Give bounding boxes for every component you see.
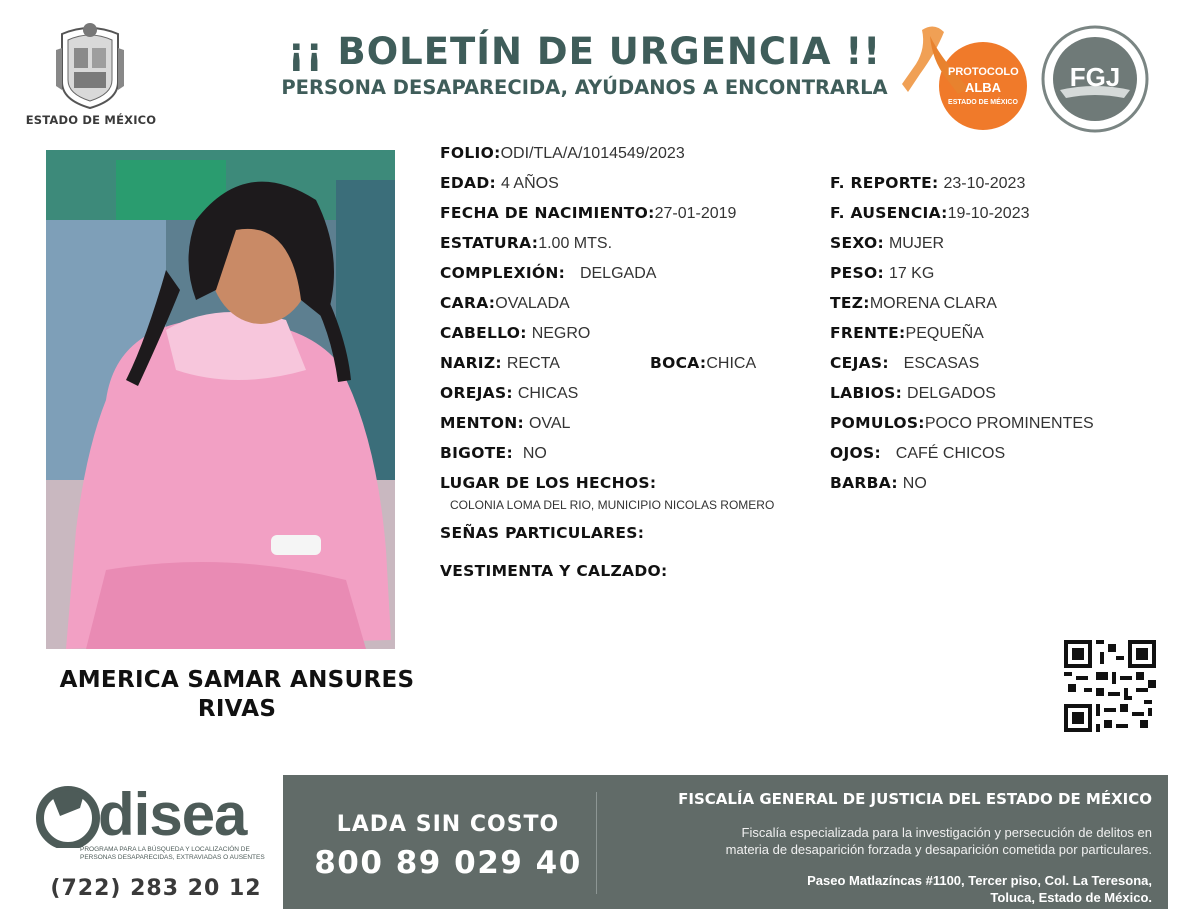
field-cara-value: OVALADA	[495, 295, 570, 312]
field-vestimenta	[440, 562, 667, 580]
field-lugar-hechos-label: LUGAR DE LOS HECHOS:	[440, 474, 657, 492]
field-tez-value: MORENA CLARA	[869, 295, 997, 312]
field-barba	[830, 474, 927, 493]
field-sexo	[830, 234, 944, 253]
bulletin-title: ¡¡ BOLETÍN DE URGENCIA !!	[287, 30, 882, 73]
field-ojos-label: OJOS:	[830, 444, 881, 462]
field-labios-value: DELGADOS	[907, 385, 996, 402]
odisea-phone[interactable]: (722) 283 20 12	[50, 876, 262, 901]
field-orejas	[440, 384, 578, 403]
field-boca	[650, 354, 756, 373]
field-orejas-value: CHICAS	[517, 385, 579, 402]
field-folio-label: FOLIO:	[440, 144, 501, 162]
field-peso	[830, 264, 934, 283]
odisea-description: PROGRAMA PARA LA BÚSQUEDA Y LOCALIZACIÓN DE PERSONAS DESAPARECIDAS, EXTRAVIADAS O AUSENTES	[80, 846, 265, 861]
fiscalia-description	[600, 824, 1152, 858]
field-edad	[440, 174, 559, 193]
field-edad-value: 4 AÑOS	[500, 175, 559, 192]
field-f-ausencia	[830, 204, 1030, 223]
field-fecha-nacimiento-label: FECHA DE NACIMIENTO:	[440, 204, 655, 222]
bulletin-subtitle: PERSONA DESAPARECIDA, AYÚDANOS A ENCONTRARLA	[281, 76, 888, 99]
fiscalia-address-line2: Toluca, Estado de México.	[990, 890, 1152, 905]
field-folio-value: ODI/TLA/A/1014549/2023	[500, 145, 685, 162]
field-complexion-value: DELGADA	[579, 265, 657, 282]
field-bigote-label: BIGOTE:	[440, 444, 513, 462]
lada-label: LADA SIN COSTO	[336, 812, 560, 837]
field-barba-value: NO	[902, 475, 927, 492]
field-estatura	[440, 234, 612, 253]
field-labios-label: LABIOS:	[830, 384, 903, 402]
fiscalia-description-line1: Fiscalía especializada para la investigación y persecución de delitos en	[741, 825, 1152, 840]
field-frente	[830, 324, 984, 343]
fiscalia-address	[600, 872, 1152, 906]
alba-label-alba: ALBA	[964, 80, 1002, 95]
field-menton-value: OVAL	[528, 415, 571, 432]
field-nariz-value: RECTA	[506, 355, 560, 372]
field-pomulos-label: POMULOS:	[830, 414, 925, 432]
missing-person-photo	[46, 150, 395, 649]
fiscalia-address-line1: Paseo Matlazíncas #1100, Tercer piso, Col. La Teresona,	[807, 873, 1152, 888]
field-ojos	[830, 444, 1005, 463]
field-menton	[440, 414, 570, 433]
field-peso-value: 17 KG	[888, 265, 935, 282]
field-f-reporte-value: 23-10-2023	[943, 175, 1026, 192]
field-tez	[830, 294, 997, 313]
field-complexion	[440, 264, 656, 283]
field-boca-value: CHICA	[706, 355, 757, 372]
field-orejas-label: OREJAS:	[440, 384, 513, 402]
field-bigote-value: NO	[522, 445, 547, 462]
alba-label-protocolo: PROTOCOLO	[948, 66, 1019, 78]
field-f-reporte	[830, 174, 1025, 193]
field-barba-label: BARBA:	[830, 474, 898, 492]
field-f-reporte-label: F. REPORTE:	[830, 174, 939, 192]
field-vestimenta-label: VESTIMENTA Y CALZADO:	[440, 562, 668, 580]
field-fecha-nacimiento-value: 27-01-2019	[654, 205, 737, 222]
field-bigote	[440, 444, 547, 463]
field-cabello-value: NEGRO	[531, 325, 591, 342]
fgj-logo-text: FGJ	[1069, 62, 1121, 92]
fgj-logo	[1040, 24, 1150, 134]
field-frente-label: FRENTE:	[830, 324, 906, 342]
field-cabello	[440, 324, 590, 343]
field-peso-label: PESO:	[830, 264, 884, 282]
field-sexo-label: SEXO:	[830, 234, 885, 252]
alba-label-state: ESTADO DE MÉXICO	[948, 99, 1018, 106]
fiscalia-description-line2: materia de desaparición forzada y desaparición cometida por particulares.	[725, 842, 1152, 857]
field-f-ausencia-label: F. AUSENCIA:	[830, 204, 948, 222]
field-f-ausencia-value: 19-10-2023	[947, 205, 1030, 222]
fiscalia-name: FISCALÍA GENERAL DE JUSTICIA DEL ESTADO DE MÉXICO	[678, 790, 1152, 808]
field-cejas	[830, 354, 979, 373]
field-estatura-value: 1.00 MTS.	[538, 235, 613, 252]
field-sexo-value: MUJER	[888, 235, 945, 252]
qr-code[interactable]	[1064, 640, 1156, 732]
field-senas	[440, 524, 644, 542]
field-complexion-label: COMPLEXIÓN:	[440, 264, 566, 282]
field-ojos-value: CAFÉ CHICOS	[895, 445, 1006, 462]
footer-divider	[596, 792, 597, 894]
field-folio	[440, 144, 685, 163]
field-nariz-label: NARIZ:	[440, 354, 502, 372]
field-lugar-hechos-value: COLONIA LOMA DEL RIO, MUNICIPIO NICOLAS ROMERO	[450, 498, 775, 512]
field-estatura-label: ESTATURA:	[440, 234, 539, 252]
field-cejas-label: CEJAS:	[830, 354, 889, 372]
field-boca-label: BOCA:	[650, 354, 707, 372]
missing-person-name-line2: RIVAS	[197, 696, 277, 722]
field-cabello-label: CABELLO:	[440, 324, 527, 342]
field-tez-label: TEZ:	[830, 294, 870, 312]
field-frente-value: PEQUEÑA	[905, 325, 984, 342]
field-pomulos	[830, 414, 1094, 433]
field-edad-label: EDAD:	[440, 174, 497, 192]
field-pomulos-value: POCO PROMINENTES	[924, 415, 1094, 432]
field-menton-label: MENTON:	[440, 414, 525, 432]
lada-phone-number[interactable]: 800 89 029 40	[314, 845, 582, 881]
missing-person-name	[30, 666, 444, 724]
field-cara	[440, 294, 570, 313]
odisea-wordmark: disea	[98, 781, 247, 848]
odisea-logo	[36, 781, 268, 876]
missing-person-name-line1: AMERICA SAMAR ANSURES	[59, 667, 415, 693]
field-nariz	[440, 354, 560, 373]
state-seal-logo	[52, 20, 128, 110]
field-senas-label: SEÑAS PARTICULARES:	[440, 524, 645, 542]
field-lugar-hechos	[440, 474, 656, 492]
field-fecha-nacimiento	[440, 204, 736, 223]
protocolo-alba-logo	[900, 22, 1030, 132]
state-name: ESTADO DE MÉXICO	[25, 113, 157, 127]
field-cejas-value: ESCASAS	[903, 355, 980, 372]
field-cara-label: CARA:	[440, 294, 496, 312]
field-labios	[830, 384, 996, 403]
